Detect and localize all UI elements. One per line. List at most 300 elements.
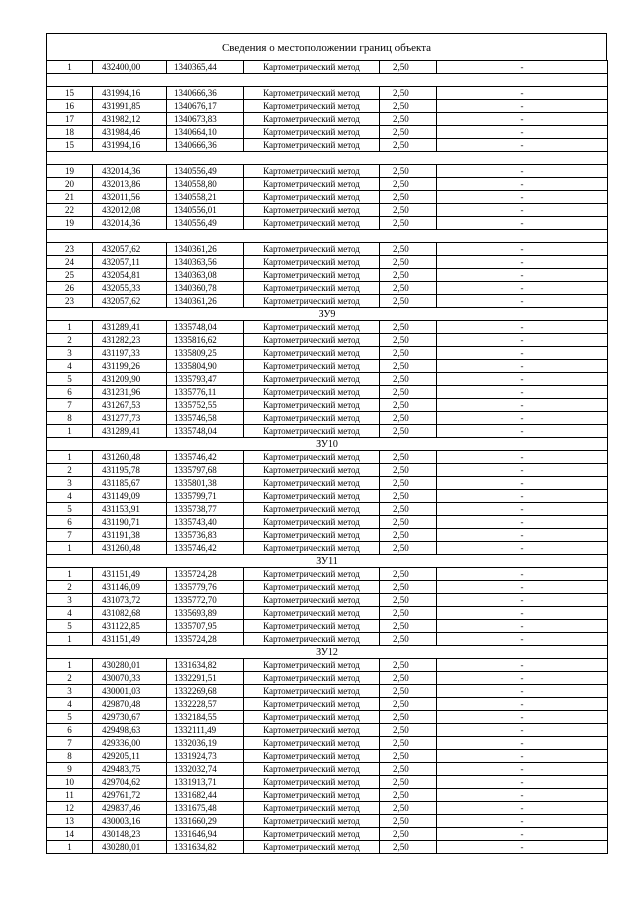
y-coordinate-cell: 1340673,83 xyxy=(167,113,244,126)
table-row xyxy=(47,594,608,607)
method-cell: Картометрический метод xyxy=(244,503,380,516)
table-row xyxy=(47,451,608,464)
point-number-cell: 18 xyxy=(47,126,93,139)
accuracy-cell: 2,50 xyxy=(380,243,437,256)
method-cell: Картометрический метод xyxy=(244,61,380,74)
point-number-cell: 3 xyxy=(47,347,93,360)
description-cell: - xyxy=(437,282,608,295)
description-cell: - xyxy=(437,802,608,815)
y-coordinate-cell: 1335746,58 xyxy=(167,412,244,425)
method-cell: Картометрический метод xyxy=(244,581,380,594)
x-coordinate-cell: 432014,36 xyxy=(93,165,167,178)
y-coordinate-cell: 1340361,26 xyxy=(167,243,244,256)
y-coordinate-cell: 1340558,80 xyxy=(167,178,244,191)
y-coordinate-cell: 1332184,55 xyxy=(167,711,244,724)
method-cell: Картометрический метод xyxy=(244,711,380,724)
page-title: Сведения о местоположении границ объекта xyxy=(46,33,607,60)
method-cell: Картометрический метод xyxy=(244,412,380,425)
table-row xyxy=(47,126,608,139)
y-coordinate-cell: 1335804,90 xyxy=(167,360,244,373)
accuracy-cell: 2,50 xyxy=(380,321,437,334)
accuracy-cell: 2,50 xyxy=(380,620,437,633)
accuracy-cell: 2,50 xyxy=(380,204,437,217)
description-cell: - xyxy=(437,204,608,217)
y-coordinate-cell: 1335693,89 xyxy=(167,607,244,620)
method-cell: Картометрический метод xyxy=(244,282,380,295)
x-coordinate-cell: 432012,08 xyxy=(93,204,167,217)
x-coordinate-cell: 431994,16 xyxy=(93,87,167,100)
point-number-cell: 1 xyxy=(47,451,93,464)
point-number-cell: 16 xyxy=(47,100,93,113)
point-number-cell: 5 xyxy=(47,373,93,386)
y-coordinate-cell: 1340363,08 xyxy=(167,269,244,282)
table-row xyxy=(47,581,608,594)
table-row xyxy=(47,165,608,178)
x-coordinate-cell: 431151,49 xyxy=(93,568,167,581)
accuracy-cell: 2,50 xyxy=(380,451,437,464)
accuracy-cell: 2,50 xyxy=(380,334,437,347)
table-row xyxy=(47,269,608,282)
description-cell: - xyxy=(437,373,608,386)
x-coordinate-cell: 430003,16 xyxy=(93,815,167,828)
description-cell: - xyxy=(437,516,608,529)
y-coordinate-cell: 1331913,71 xyxy=(167,776,244,789)
description-cell: - xyxy=(437,256,608,269)
accuracy-cell: 2,50 xyxy=(380,386,437,399)
accuracy-cell: 2,50 xyxy=(380,87,437,100)
point-number-cell: 17 xyxy=(47,113,93,126)
accuracy-cell: 2,50 xyxy=(380,672,437,685)
description-cell: - xyxy=(437,464,608,477)
y-coordinate-cell: 1335801,38 xyxy=(167,477,244,490)
table-row xyxy=(47,360,608,373)
method-cell: Картометрический метод xyxy=(244,451,380,464)
accuracy-cell: 2,50 xyxy=(380,360,437,373)
description-cell: - xyxy=(437,594,608,607)
method-cell: Картометрический метод xyxy=(244,399,380,412)
method-cell: Картометрический метод xyxy=(244,386,380,399)
point-number-cell: 8 xyxy=(47,750,93,763)
accuracy-cell: 2,50 xyxy=(380,373,437,386)
point-number-cell: 3 xyxy=(47,685,93,698)
y-coordinate-cell: 1335793,47 xyxy=(167,373,244,386)
accuracy-cell: 2,50 xyxy=(380,347,437,360)
point-number-cell: 7 xyxy=(47,737,93,750)
description-cell: - xyxy=(437,841,608,854)
x-coordinate-cell: 431282,23 xyxy=(93,334,167,347)
y-coordinate-cell: 1331660,29 xyxy=(167,815,244,828)
y-coordinate-cell: 1335809,25 xyxy=(167,347,244,360)
accuracy-cell: 2,50 xyxy=(380,594,437,607)
table-row xyxy=(47,139,608,152)
x-coordinate-cell: 429704,62 xyxy=(93,776,167,789)
accuracy-cell: 2,50 xyxy=(380,659,437,672)
y-coordinate-cell: 1340556,01 xyxy=(167,204,244,217)
table-row xyxy=(47,763,608,776)
method-cell: Картометрический метод xyxy=(244,139,380,152)
point-number-cell: 9 xyxy=(47,763,93,776)
x-coordinate-cell: 431199,26 xyxy=(93,360,167,373)
table-row xyxy=(47,529,608,542)
x-coordinate-cell: 431994,16 xyxy=(93,139,167,152)
accuracy-cell: 2,50 xyxy=(380,139,437,152)
y-coordinate-cell: 1335752,55 xyxy=(167,399,244,412)
table-row xyxy=(47,841,608,854)
table-row xyxy=(47,282,608,295)
y-coordinate-cell: 1335707,95 xyxy=(167,620,244,633)
accuracy-cell: 2,50 xyxy=(380,828,437,841)
x-coordinate-cell: 432400,00 xyxy=(93,61,167,74)
accuracy-cell: 2,50 xyxy=(380,685,437,698)
x-coordinate-cell: 431151,49 xyxy=(93,633,167,646)
method-cell: Картометрический метод xyxy=(244,360,380,373)
table-row xyxy=(47,776,608,789)
description-cell: - xyxy=(437,100,608,113)
accuracy-cell: 2,50 xyxy=(380,178,437,191)
accuracy-cell: 2,50 xyxy=(380,516,437,529)
section-header-cell xyxy=(47,230,608,243)
accuracy-cell: 2,50 xyxy=(380,269,437,282)
y-coordinate-cell: 1331646,94 xyxy=(167,828,244,841)
point-number-cell: 6 xyxy=(47,724,93,737)
point-number-cell: 25 xyxy=(47,269,93,282)
y-coordinate-cell: 1335746,42 xyxy=(167,542,244,555)
point-number-cell: 1 xyxy=(47,659,93,672)
method-cell: Картометрический метод xyxy=(244,542,380,555)
table-row xyxy=(47,698,608,711)
y-coordinate-cell: 1340360,78 xyxy=(167,282,244,295)
description-cell: - xyxy=(437,425,608,438)
x-coordinate-cell: 430148,23 xyxy=(93,828,167,841)
table-row xyxy=(47,347,608,360)
y-coordinate-cell: 1335746,42 xyxy=(167,451,244,464)
accuracy-cell: 2,50 xyxy=(380,191,437,204)
section-header-cell xyxy=(47,152,608,165)
accuracy-cell: 2,50 xyxy=(380,61,437,74)
table-row xyxy=(47,711,608,724)
table-row xyxy=(47,399,608,412)
x-coordinate-cell: 431267,53 xyxy=(93,399,167,412)
description-cell: - xyxy=(437,87,608,100)
x-coordinate-cell: 429205,11 xyxy=(93,750,167,763)
y-coordinate-cell: 1331634,82 xyxy=(167,659,244,672)
method-cell: Картометрический метод xyxy=(244,464,380,477)
y-coordinate-cell: 1340666,36 xyxy=(167,139,244,152)
x-coordinate-cell: 429870,48 xyxy=(93,698,167,711)
method-cell: Картометрический метод xyxy=(244,490,380,503)
point-number-cell: 21 xyxy=(47,191,93,204)
description-cell: - xyxy=(437,633,608,646)
point-number-cell: 13 xyxy=(47,815,93,828)
y-coordinate-cell: 1340365,44 xyxy=(167,61,244,74)
y-coordinate-cell: 1332032,74 xyxy=(167,763,244,776)
method-cell: Картометрический метод xyxy=(244,113,380,126)
x-coordinate-cell: 431146,09 xyxy=(93,581,167,594)
method-cell: Картометрический метод xyxy=(244,815,380,828)
description-cell: - xyxy=(437,61,608,74)
accuracy-cell: 2,50 xyxy=(380,763,437,776)
point-number-cell: 5 xyxy=(47,620,93,633)
description-cell: - xyxy=(437,178,608,191)
table-row xyxy=(47,386,608,399)
y-coordinate-cell: 1335724,28 xyxy=(167,568,244,581)
x-coordinate-cell: 432054,81 xyxy=(93,269,167,282)
point-number-cell: 23 xyxy=(47,243,93,256)
y-coordinate-cell: 1340666,36 xyxy=(167,87,244,100)
method-cell: Картометрический метод xyxy=(244,529,380,542)
section-separator-row xyxy=(47,152,608,165)
method-cell: Картометрический метод xyxy=(244,295,380,308)
accuracy-cell: 2,50 xyxy=(380,841,437,854)
accuracy-cell: 2,50 xyxy=(380,776,437,789)
table-row xyxy=(47,490,608,503)
point-number-cell: 15 xyxy=(47,87,93,100)
section-header-cell: ЗУ10 xyxy=(47,438,608,451)
table-row xyxy=(47,256,608,269)
method-cell: Картометрический метод xyxy=(244,724,380,737)
description-cell: - xyxy=(437,620,608,633)
description-cell: - xyxy=(437,191,608,204)
x-coordinate-cell: 431260,48 xyxy=(93,542,167,555)
description-cell: - xyxy=(437,386,608,399)
method-cell: Картометрический метод xyxy=(244,802,380,815)
description-cell: - xyxy=(437,399,608,412)
table-row xyxy=(47,100,608,113)
x-coordinate-cell: 430070,33 xyxy=(93,672,167,685)
point-number-cell: 26 xyxy=(47,282,93,295)
point-number-cell: 4 xyxy=(47,698,93,711)
method-cell: Картометрический метод xyxy=(244,737,380,750)
table-row xyxy=(47,685,608,698)
method-cell: Картометрический метод xyxy=(244,269,380,282)
y-coordinate-cell: 1340363,56 xyxy=(167,256,244,269)
table-row xyxy=(47,620,608,633)
table-row xyxy=(47,516,608,529)
x-coordinate-cell: 429498,63 xyxy=(93,724,167,737)
document-page xyxy=(46,33,607,854)
method-cell: Картометрический метод xyxy=(244,204,380,217)
description-cell: - xyxy=(437,334,608,347)
point-number-cell: 2 xyxy=(47,672,93,685)
table-row xyxy=(47,607,608,620)
x-coordinate-cell: 432057,62 xyxy=(93,295,167,308)
point-number-cell: 24 xyxy=(47,256,93,269)
point-number-cell: 20 xyxy=(47,178,93,191)
accuracy-cell: 2,50 xyxy=(380,607,437,620)
method-cell: Картометрический метод xyxy=(244,620,380,633)
method-cell: Картометрический метод xyxy=(244,828,380,841)
accuracy-cell: 2,50 xyxy=(380,815,437,828)
x-coordinate-cell: 429837,46 xyxy=(93,802,167,815)
x-coordinate-cell: 432013,86 xyxy=(93,178,167,191)
point-number-cell: 1 xyxy=(47,633,93,646)
description-cell: - xyxy=(437,360,608,373)
method-cell: Картометрический метод xyxy=(244,516,380,529)
y-coordinate-cell: 1335738,77 xyxy=(167,503,244,516)
accuracy-cell: 2,50 xyxy=(380,412,437,425)
table-row xyxy=(47,659,608,672)
y-coordinate-cell: 1335748,04 xyxy=(167,425,244,438)
x-coordinate-cell: 431190,71 xyxy=(93,516,167,529)
method-cell: Картометрический метод xyxy=(244,659,380,672)
point-number-cell: 2 xyxy=(47,581,93,594)
y-coordinate-cell: 1331634,82 xyxy=(167,841,244,854)
accuracy-cell: 2,50 xyxy=(380,581,437,594)
point-number-cell: 7 xyxy=(47,399,93,412)
point-number-cell: 1 xyxy=(47,568,93,581)
description-cell: - xyxy=(437,269,608,282)
accuracy-cell: 2,50 xyxy=(380,490,437,503)
method-cell: Картометрический метод xyxy=(244,763,380,776)
y-coordinate-cell: 1332111,49 xyxy=(167,724,244,737)
table-row xyxy=(47,477,608,490)
method-cell: Картометрический метод xyxy=(244,841,380,854)
method-cell: Картометрический метод xyxy=(244,594,380,607)
point-number-cell: 2 xyxy=(47,334,93,347)
x-coordinate-cell: 432057,11 xyxy=(93,256,167,269)
y-coordinate-cell: 1340556,49 xyxy=(167,165,244,178)
description-cell: - xyxy=(437,568,608,581)
method-cell: Картометрический метод xyxy=(244,607,380,620)
table-row xyxy=(47,568,608,581)
y-coordinate-cell: 1335816,62 xyxy=(167,334,244,347)
point-number-cell: 12 xyxy=(47,802,93,815)
description-cell: - xyxy=(437,607,608,620)
x-coordinate-cell: 431289,41 xyxy=(93,321,167,334)
table-row xyxy=(47,815,608,828)
description-cell: - xyxy=(437,503,608,516)
point-number-cell: 22 xyxy=(47,204,93,217)
y-coordinate-cell: 1335743,40 xyxy=(167,516,244,529)
description-cell: - xyxy=(437,113,608,126)
method-cell: Картометрический метод xyxy=(244,477,380,490)
x-coordinate-cell: 431984,46 xyxy=(93,126,167,139)
accuracy-cell: 2,50 xyxy=(380,503,437,516)
x-coordinate-cell: 431197,33 xyxy=(93,347,167,360)
x-coordinate-cell: 431153,91 xyxy=(93,503,167,516)
y-coordinate-cell: 1331675,48 xyxy=(167,802,244,815)
x-coordinate-cell: 431231,96 xyxy=(93,386,167,399)
method-cell: Картометрический метод xyxy=(244,698,380,711)
table-row xyxy=(47,61,608,74)
table-row xyxy=(47,828,608,841)
point-number-cell: 5 xyxy=(47,711,93,724)
table-row xyxy=(47,724,608,737)
point-number-cell: 1 xyxy=(47,425,93,438)
point-number-cell: 6 xyxy=(47,516,93,529)
description-cell: - xyxy=(437,347,608,360)
section-header-row xyxy=(47,438,608,451)
description-cell: - xyxy=(437,672,608,685)
x-coordinate-cell: 432011,56 xyxy=(93,191,167,204)
method-cell: Картометрический метод xyxy=(244,256,380,269)
table-row xyxy=(47,87,608,100)
table-row xyxy=(47,178,608,191)
description-cell: - xyxy=(437,321,608,334)
method-cell: Картометрический метод xyxy=(244,165,380,178)
point-number-cell: 1 xyxy=(47,542,93,555)
method-cell: Картометрический метод xyxy=(244,347,380,360)
x-coordinate-cell: 432057,62 xyxy=(93,243,167,256)
table-row xyxy=(47,464,608,477)
description-cell: - xyxy=(437,295,608,308)
coordinates-table xyxy=(46,60,608,854)
table-row xyxy=(47,113,608,126)
method-cell: Картометрический метод xyxy=(244,568,380,581)
x-coordinate-cell: 429730,67 xyxy=(93,711,167,724)
accuracy-cell: 2,50 xyxy=(380,568,437,581)
accuracy-cell: 2,50 xyxy=(380,217,437,230)
x-coordinate-cell: 429483,75 xyxy=(93,763,167,776)
point-number-cell: 4 xyxy=(47,360,93,373)
description-cell: - xyxy=(437,490,608,503)
y-coordinate-cell: 1332228,57 xyxy=(167,698,244,711)
x-coordinate-cell: 432014,36 xyxy=(93,217,167,230)
accuracy-cell: 2,50 xyxy=(380,529,437,542)
accuracy-cell: 2,50 xyxy=(380,282,437,295)
point-number-cell: 4 xyxy=(47,607,93,620)
method-cell: Картометрический метод xyxy=(244,243,380,256)
method-cell: Картометрический метод xyxy=(244,685,380,698)
point-number-cell: 14 xyxy=(47,828,93,841)
method-cell: Картометрический метод xyxy=(244,633,380,646)
y-coordinate-cell: 1335736,83 xyxy=(167,529,244,542)
method-cell: Картометрический метод xyxy=(244,87,380,100)
accuracy-cell: 2,50 xyxy=(380,295,437,308)
point-number-cell: 3 xyxy=(47,594,93,607)
description-cell: - xyxy=(437,737,608,750)
description-cell: - xyxy=(437,477,608,490)
x-coordinate-cell: 429336,00 xyxy=(93,737,167,750)
accuracy-cell: 2,50 xyxy=(380,477,437,490)
x-coordinate-cell: 431209,90 xyxy=(93,373,167,386)
method-cell: Картометрический метод xyxy=(244,217,380,230)
y-coordinate-cell: 1335779,76 xyxy=(167,581,244,594)
table-row xyxy=(47,243,608,256)
y-coordinate-cell: 1335797,68 xyxy=(167,464,244,477)
description-cell: - xyxy=(437,763,608,776)
x-coordinate-cell: 431289,41 xyxy=(93,425,167,438)
description-cell: - xyxy=(437,776,608,789)
x-coordinate-cell: 431185,67 xyxy=(93,477,167,490)
coordinates-table-body xyxy=(47,61,608,854)
y-coordinate-cell: 1340556,49 xyxy=(167,217,244,230)
section-header-cell: ЗУ12 xyxy=(47,646,608,659)
table-row xyxy=(47,633,608,646)
method-cell: Картометрический метод xyxy=(244,126,380,139)
method-cell: Картометрический метод xyxy=(244,321,380,334)
table-row xyxy=(47,503,608,516)
x-coordinate-cell: 431260,48 xyxy=(93,451,167,464)
method-cell: Картометрический метод xyxy=(244,776,380,789)
point-number-cell: 10 xyxy=(47,776,93,789)
point-number-cell: 5 xyxy=(47,503,93,516)
y-coordinate-cell: 1340361,26 xyxy=(167,295,244,308)
section-header-row xyxy=(47,646,608,659)
accuracy-cell: 2,50 xyxy=(380,737,437,750)
x-coordinate-cell: 431195,78 xyxy=(93,464,167,477)
table-row xyxy=(47,737,608,750)
x-coordinate-cell: 430280,01 xyxy=(93,659,167,672)
table-row xyxy=(47,672,608,685)
description-cell: - xyxy=(437,698,608,711)
y-coordinate-cell: 1335772,70 xyxy=(167,594,244,607)
method-cell: Картометрический метод xyxy=(244,191,380,204)
accuracy-cell: 2,50 xyxy=(380,126,437,139)
description-cell: - xyxy=(437,542,608,555)
x-coordinate-cell: 431991,85 xyxy=(93,100,167,113)
y-coordinate-cell: 1331682,44 xyxy=(167,789,244,802)
